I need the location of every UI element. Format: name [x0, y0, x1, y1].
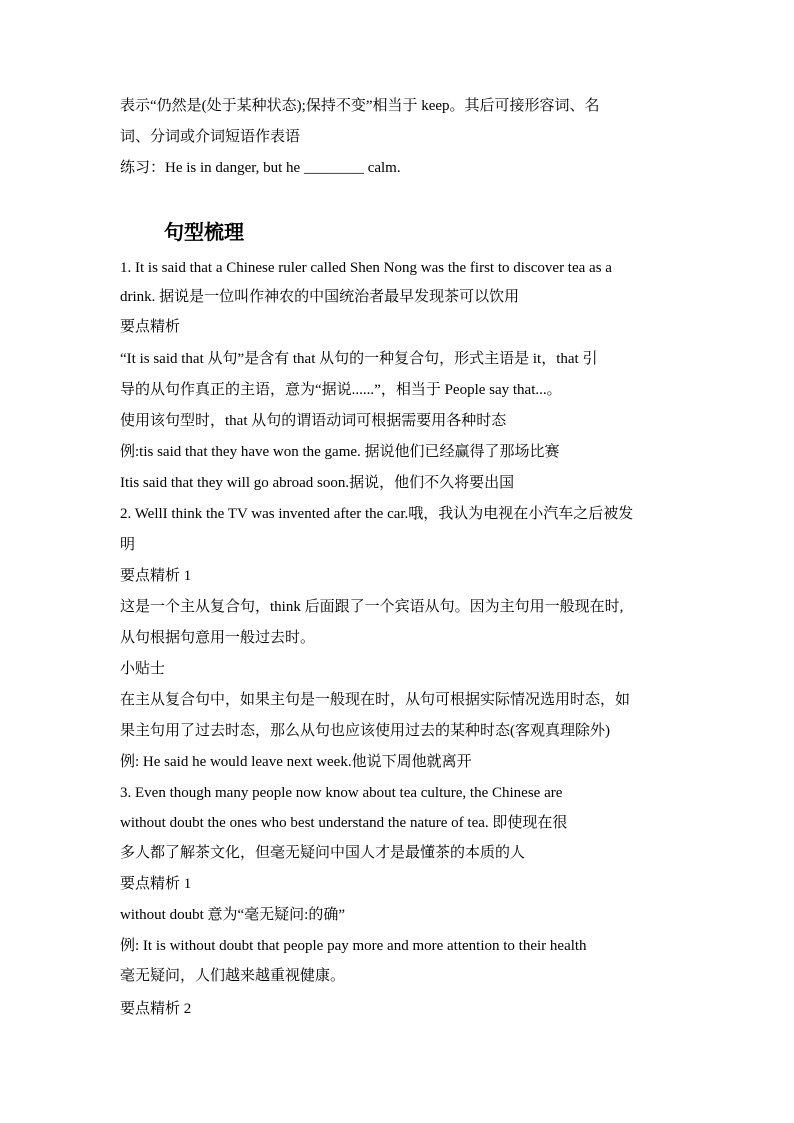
item2-explanation-line-1: 这是一个主从复合句，think 后面跟了一个宾语从句。因为主句用一般现在时,	[120, 599, 624, 615]
item2-tip-line-1: 在主从复合句中，如果主句是一般现在时，从句可根据实际情况选用时态，如	[120, 692, 631, 708]
item2-tip-line-2: 果主句用了过去时态，那么从句也应该使用过去的某种时态(客观真理除外)	[120, 723, 610, 739]
item3-example-line-2: 毫无疑问，人们越来越重视健康。	[120, 968, 346, 984]
item1-sentence-line-1: 1. It is said that a Chinese ruler called Shen Nong was the first to discover tea as a	[120, 260, 612, 276]
item3-point2-label: 要点精析 2	[120, 1001, 192, 1017]
item2-sentence-line-1: 2. WellI think the TV was invented after the car.哦，我认为电视在小汽车之后被发	[120, 506, 634, 522]
item1-explanation-line-3: 使用该句型时，that 从句的谓语动词可根据需要用各种时态	[120, 413, 507, 429]
section-title: 句型梳理	[164, 220, 244, 244]
item1-sentence-line-2: drink. 据说是一位叫作神农的中国统治者最早发现茶可以饮用	[120, 289, 520, 305]
item2-sentence-line-2: 明	[120, 537, 136, 553]
item3-sentence-line-3: 多人都了解茶文化，但毫无疑问中国人才是最懂茶的本质的人	[120, 845, 526, 861]
item2-point-label: 要点精析 1	[120, 568, 192, 584]
exercise-line: 练习：He is in danger, but he ________ calm.	[120, 160, 401, 176]
item2-example: 例: He said he would leave next week.他说下周他就离开	[120, 754, 472, 770]
item3-sentence-line-1: 3. Even though many people now know about tea culture, the Chinese are	[120, 785, 563, 801]
intro-line-2: 词、分词或介词短语作表语	[120, 129, 301, 145]
item3-explanation-1: without doubt 意为“毫无疑问:的确”	[120, 907, 345, 923]
item1-point-label: 要点精析	[120, 319, 181, 335]
item2-tip-label: 小贴士	[120, 661, 166, 677]
intro-line-1: 表示“仍然是(处于某种状态);保持不变”相当于 keep。其后可接形容词、名	[120, 98, 600, 114]
item3-point1-label: 要点精析 1	[120, 876, 192, 892]
item3-sentence-line-2: without doubt the ones who best understand the nature of tea. 即使现在很	[120, 815, 568, 831]
item1-explanation-line-2: 导的从句作真正的主语，意为“据说......”，相当于 People say that...。	[120, 382, 562, 398]
item1-explanation-line-1: “It is said that 从句”是含有 that 从句的一种复合句，形式主语是 it，that 引	[120, 351, 598, 367]
item2-explanation-line-2: 从句根据句意用一般过去时。	[120, 630, 316, 646]
item1-example-1: 例:tis said that they have won the game. 据说他们已经赢得了那场比赛	[120, 444, 560, 460]
item3-example-line-1: 例: It is without doubt that people pay more and more attention to their health	[120, 938, 587, 954]
item1-example-2: Itis said that they will go abroad soon.据说，他们不久将要出国	[120, 475, 515, 491]
